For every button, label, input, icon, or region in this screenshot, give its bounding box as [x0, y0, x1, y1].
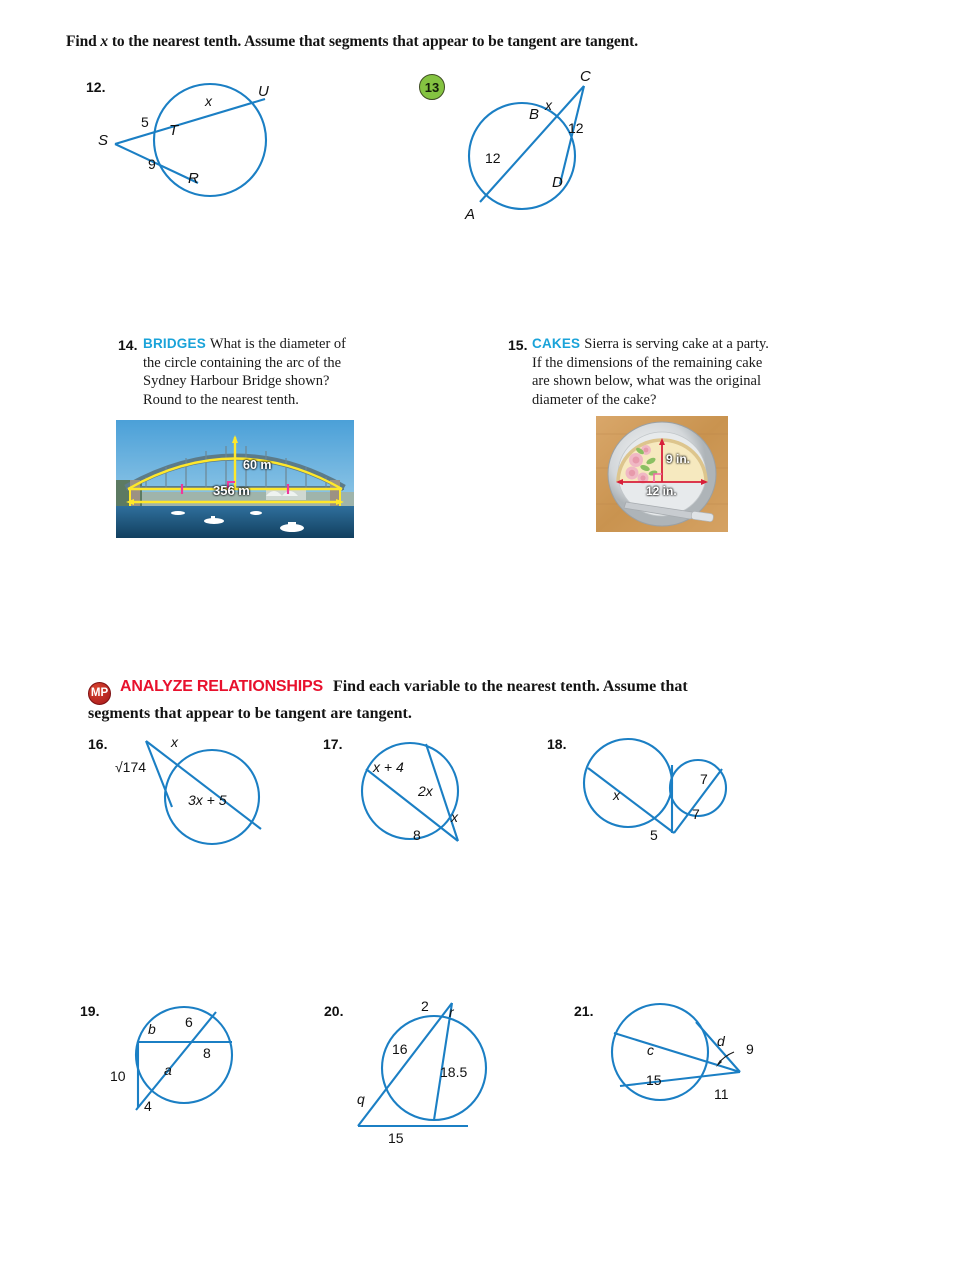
secant-18-small	[674, 769, 722, 833]
label-8-19: 8	[203, 1045, 211, 1061]
page-directions	[66, 33, 638, 51]
problem-21-diagram	[598, 1000, 778, 1120]
mp-section-title: ANALYZE RELATIONSHIPS	[120, 678, 323, 695]
problem-17-figure	[350, 733, 530, 853]
problem-14-text: What is the diameter of the circle containing the arc of the Sydney Harbour Bridge shown? Round to the nearest tenth.	[143, 336, 347, 408]
secant-18-large	[588, 768, 674, 833]
chord-20-vertical	[434, 1003, 452, 1120]
secant-21-lower	[620, 1072, 740, 1086]
label-10-19: 10	[110, 1068, 126, 1084]
label-9-21: 9	[746, 1041, 754, 1057]
circle-20	[382, 1016, 486, 1120]
problem-14-number: 14.	[118, 337, 138, 353]
label-12-outer-13: 12	[568, 120, 584, 136]
problem-21-number: 21.	[574, 1003, 594, 1019]
problem-20-number: 20.	[324, 1003, 344, 1019]
problem-16-figure	[115, 734, 298, 850]
problem-17-diagram	[350, 733, 530, 853]
label-a-19: a	[164, 1062, 172, 1078]
label-6-19: 6	[185, 1014, 193, 1030]
problem-17-number: 17.	[323, 736, 343, 752]
cake-on-plate-photo	[596, 416, 728, 532]
label-x-plus-4-17: x + 4	[373, 759, 404, 775]
problem-16-number: 16.	[88, 736, 108, 752]
label-x-13: x	[545, 97, 552, 113]
label-expr-16: 3x + 5	[188, 792, 227, 808]
label-x-18: x	[613, 787, 620, 803]
problem-13-figure	[460, 70, 650, 230]
label-5-12: 5	[141, 114, 149, 130]
bridge-label-height: 60 m	[243, 458, 272, 472]
label-11-21: 11	[714, 1086, 729, 1102]
problem-15-text-block	[532, 335, 782, 409]
point-B-13: B	[529, 106, 540, 123]
tangent-s-r	[115, 144, 198, 183]
label-2-20: 2	[421, 998, 429, 1014]
problem-14-category: BRIDGES	[143, 336, 206, 351]
label-q-20: q	[357, 1091, 365, 1107]
point-U-12: U	[258, 83, 269, 100]
label-12-inner-13: 12	[485, 150, 501, 166]
point-D-13: D	[552, 174, 563, 191]
label-r-20: r	[449, 1004, 454, 1020]
problem-20-diagram	[348, 998, 523, 1148]
secant-20-diagonal	[358, 1003, 452, 1126]
mp-badge-icon: MP	[88, 682, 111, 705]
problem-19-number: 19.	[80, 1003, 100, 1019]
circle-18-large	[584, 739, 672, 827]
bridge-label-span: 356 m	[213, 483, 250, 498]
problem-20-figure	[348, 998, 523, 1148]
label-7-upper-18: 7	[700, 771, 708, 787]
point-C-13: C	[580, 68, 591, 85]
secant-17-a	[366, 769, 458, 841]
mp-section-text: Find each variable to the nearest tenth. Assume that segments that appear to be tangent are tangent.	[88, 678, 688, 722]
directions-prefix: Find	[66, 33, 101, 50]
problem-13-number-badge: 13	[419, 74, 445, 100]
label-7-lower-18: 7	[692, 806, 700, 822]
label-radical-16: √174	[115, 759, 147, 775]
directions-suffix: to the nearest tenth. Assume that segments that appear to be tangent are tangent.	[108, 33, 639, 50]
label-c-21: c	[647, 1042, 654, 1058]
circle-17	[362, 743, 458, 839]
label-15-21: 15	[646, 1072, 662, 1088]
label-4-19: 4	[144, 1098, 152, 1114]
problem-15-category: CAKES	[532, 336, 581, 351]
point-R-12: R	[188, 170, 199, 187]
problem-12-number: 12.	[86, 79, 106, 95]
point-A-13: A	[465, 206, 476, 223]
label-x-17: x	[451, 809, 458, 825]
problem-18-figure	[570, 733, 740, 853]
secant-s-u	[115, 99, 265, 144]
cake-label-width: 12 in.	[646, 484, 677, 498]
point-T-12: T	[169, 122, 179, 139]
label-x-12: x	[205, 93, 212, 109]
problem-19-figure	[112, 1000, 282, 1125]
problem-15-number: 15.	[508, 337, 528, 353]
label-x-16: x	[171, 734, 178, 750]
label-9-12: 9	[148, 156, 156, 172]
label-2x-17: 2x	[418, 783, 433, 799]
label-16-20: 16	[392, 1041, 408, 1057]
bridge-photo-graphic	[116, 420, 354, 538]
mp-section-header	[88, 678, 728, 723]
label-d-21: d	[717, 1033, 725, 1049]
label-5-18: 5	[650, 827, 658, 843]
problem-14-text-block	[143, 335, 358, 409]
point-S-12: S	[98, 132, 109, 149]
problem-19-diagram	[112, 1000, 282, 1125]
problem-15-text: Sierra is serving cake at a party. If the dimensions of the remaining cake are shown below, what was the original diameter of the cake?	[532, 336, 769, 408]
label-15-20: 15	[388, 1130, 404, 1146]
problem-21-figure	[598, 1000, 778, 1120]
directions-variable: x	[100, 33, 109, 50]
label-18-5-20: 18.5	[440, 1064, 468, 1080]
problem-18-number: 18.	[547, 736, 567, 752]
label-8-17: 8	[413, 827, 421, 843]
cake-label-height: 9 in.	[666, 452, 691, 466]
problem-12-figure	[98, 66, 290, 226]
sydney-harbour-bridge-photo	[116, 420, 354, 538]
label-b-19: b	[148, 1021, 156, 1037]
cake-photo-graphic	[596, 416, 728, 532]
